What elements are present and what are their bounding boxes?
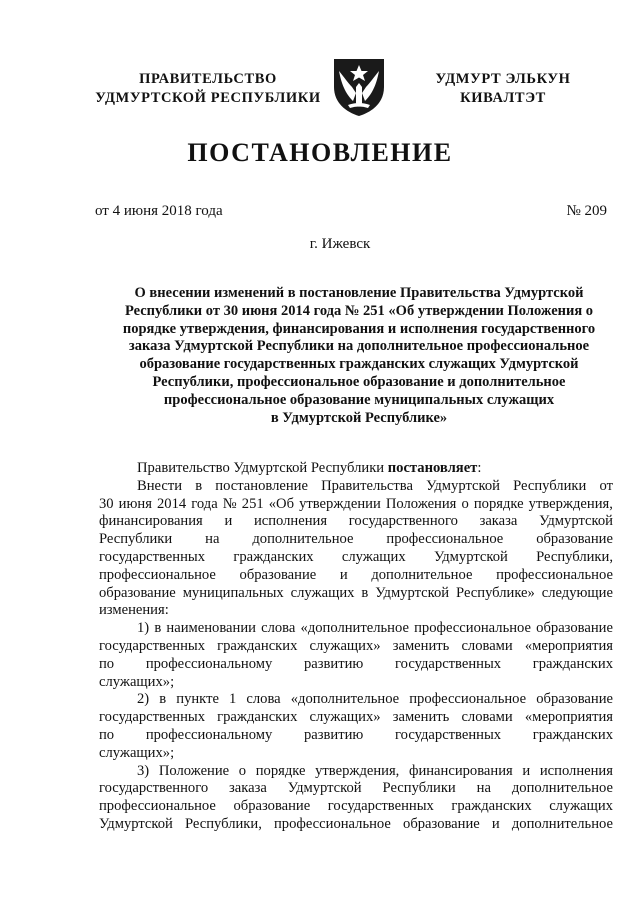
body-word: 2014 — [157, 495, 187, 512]
body-word: государственного — [99, 780, 209, 797]
body-line — [99, 549, 613, 567]
body-word: на — [476, 780, 491, 797]
body-word: Удмуртской — [539, 513, 613, 530]
document-date: от 4 июня 2018 года — [95, 203, 223, 219]
body-word: наименовании — [166, 620, 256, 637]
body-word: гражданских — [532, 726, 613, 743]
body-line — [99, 763, 613, 781]
body-line: служащих»; — [99, 673, 175, 690]
body-word: дополнительное — [511, 780, 613, 797]
body-word: дополнительное — [371, 566, 473, 583]
title-line: Республики, профессиональное образование и дополнительное — [152, 373, 566, 390]
issuer-line-2: УДМУРТСКОЙ РЕСПУБЛИКИ — [95, 90, 321, 106]
body-word: Удмуртской — [433, 548, 508, 565]
body-word: муниципальных — [182, 584, 284, 601]
preamble-tail: : — [477, 460, 482, 476]
document-title — [95, 285, 623, 427]
body-word: «дополнительное — [300, 620, 409, 637]
body-word: профессиональное — [99, 566, 216, 583]
body-word: образование — [233, 798, 311, 815]
body-line — [99, 478, 613, 496]
body-word: порядке — [473, 495, 524, 512]
title-line: Республики от 30 июня 2014 года № 251 «Об утверждении Положения о — [124, 302, 594, 319]
body-line: изменения: — [99, 602, 169, 619]
body-word: слова — [246, 691, 281, 708]
body-line — [99, 567, 613, 585]
document-number: № 209 — [566, 203, 607, 219]
body-word: служащих — [549, 798, 613, 815]
document-type: ПОСТАНОВЛЕНИЕ — [187, 138, 453, 167]
body-line — [99, 780, 613, 798]
body-word: Республики, — [184, 815, 262, 832]
body-word: в — [154, 620, 162, 637]
title-line: порядке утверждения, финансирования и исполнения государственного — [122, 320, 596, 337]
body-line — [99, 638, 613, 656]
body-word: утверждения, — [315, 762, 400, 779]
body-word: словами — [461, 709, 513, 726]
body-word: профессиональному — [145, 726, 273, 743]
body-word: 30 — [99, 495, 114, 512]
body-word: и — [491, 815, 500, 832]
preamble — [99, 460, 613, 478]
body-word: «мероприятия — [524, 637, 613, 654]
body-word: Удмуртской — [287, 780, 362, 797]
body-word: в — [361, 584, 369, 601]
body-word: на — [205, 531, 220, 548]
body-word: Положения — [385, 495, 457, 512]
title-line: образование государственных гражданских служащих Удмуртской — [139, 356, 579, 373]
body-word: профессиональное — [273, 815, 391, 832]
body-word: профессиональному — [145, 655, 273, 672]
body-word: гражданских — [217, 709, 298, 726]
title-line: О внесении изменений в постановление Правительства Удмуртской — [134, 285, 584, 301]
body-word: Удмуртской — [426, 477, 500, 494]
body-word: развитию — [304, 726, 364, 743]
body-word: образование — [536, 691, 613, 708]
body-word: дополнительное — [511, 815, 613, 832]
body-line — [99, 816, 613, 834]
body-word: утверждения, — [528, 495, 613, 512]
body-word: заменить — [392, 637, 450, 654]
body-word: «Об — [268, 495, 294, 512]
body-word: слова — [261, 620, 296, 637]
body-word: образование — [99, 584, 176, 601]
body-word: о — [238, 762, 247, 779]
body-word: 2) — [137, 691, 150, 708]
body-word: и — [339, 566, 348, 583]
body-word: образование — [536, 620, 613, 637]
body-word: служащих» — [309, 637, 381, 654]
body-word: гражданских — [233, 548, 314, 565]
body-word: № — [222, 495, 237, 512]
body-word: Республике» — [456, 584, 535, 601]
body-word: «мероприятия — [524, 709, 613, 726]
body-word: финансирования — [99, 513, 203, 530]
body-word: 251 — [241, 495, 264, 512]
body-word: развитию — [304, 655, 364, 672]
body-line — [99, 513, 613, 531]
body-word: 1 — [229, 691, 237, 708]
body-word: гражданских — [532, 655, 613, 672]
preamble-verb: постановляет — [387, 460, 478, 476]
body-word: Внести — [137, 477, 183, 494]
body-word: гражданских — [217, 637, 298, 654]
body-word: постановление — [215, 477, 308, 494]
body-word: 3) — [137, 762, 150, 779]
body-word: Правительства — [321, 477, 413, 494]
body-word: дополнительное — [252, 531, 354, 548]
body-word: профессиональное — [414, 620, 531, 637]
body-line — [99, 691, 613, 709]
body-word: словами — [461, 637, 513, 654]
title-line: заказа Удмуртской Республики на дополнительное профессиональное — [128, 338, 590, 355]
body-word: Удмуртской — [99, 815, 173, 832]
body-word: следующие — [541, 584, 613, 601]
body-line — [99, 727, 613, 745]
body-word: по — [99, 655, 115, 672]
body-word: государственного — [348, 513, 458, 530]
body-word: Республики — [382, 780, 456, 797]
body-word: Положение — [158, 762, 230, 779]
body-word: пункте — [176, 691, 219, 708]
body-word: от — [599, 477, 613, 494]
body-text — [99, 478, 613, 834]
body-word: служащих» — [309, 709, 381, 726]
body-word: Республики — [99, 531, 173, 548]
title-line: профессиональное образование муниципальных служащих — [163, 391, 555, 408]
body-line: служащих»; — [99, 744, 175, 761]
body-word: о — [461, 495, 469, 512]
body-word: заменить — [392, 709, 450, 726]
body-line — [99, 620, 613, 638]
body-word: Республики, — [536, 548, 613, 565]
preamble-text: Правительство Удмуртской Республики — [137, 460, 388, 476]
body-word: гражданских — [451, 798, 532, 815]
udmurtia-coat-of-arms-icon — [330, 57, 388, 117]
body-line — [99, 496, 613, 514]
body-word: исполнения — [253, 513, 328, 530]
body-word: Республики — [513, 477, 587, 494]
body-word: образование — [403, 815, 480, 832]
body-word: заказа — [479, 513, 518, 530]
body-word: в — [159, 691, 167, 708]
title-line: в Удмуртской Республике» — [270, 409, 448, 426]
body-word: в — [195, 477, 203, 494]
body-word: государственных — [99, 709, 206, 726]
body-word: 1) — [137, 620, 150, 637]
body-word: образование — [239, 566, 317, 583]
body-word: профессиональное — [496, 566, 613, 583]
body-word: служащих — [341, 548, 406, 565]
document-city: г. Ижевск — [309, 236, 371, 252]
issuer-udmurt-line-2: КИВАЛТЭТ — [460, 90, 546, 106]
body-line — [99, 709, 613, 727]
body-word: утверждении — [299, 495, 381, 512]
body-word: образование — [536, 531, 613, 548]
document-body — [99, 460, 613, 834]
body-word: профессиональное — [386, 531, 504, 548]
body-word: порядке — [255, 762, 306, 779]
body-word: государственных — [327, 798, 434, 815]
body-word: государственных — [99, 637, 206, 654]
body-word: июня — [118, 495, 152, 512]
issuer-name-russian — [78, 70, 338, 108]
issuer-name-udmurt — [418, 70, 588, 108]
issuer-line-1: ПРАВИТЕЛЬСТВО — [139, 71, 277, 87]
body-word: года — [191, 495, 218, 512]
body-word: заказа — [229, 780, 267, 797]
body-word: профессиональное — [99, 798, 216, 815]
body-word: по — [99, 726, 115, 743]
body-word: государственных — [99, 548, 206, 565]
body-word: государственных — [395, 726, 502, 743]
body-word: служащих — [290, 584, 355, 601]
body-line — [99, 585, 613, 603]
body-word: Удмуртской — [375, 584, 450, 601]
body-word: государственных — [395, 655, 502, 672]
body-line — [99, 798, 613, 816]
body-word: финансирования — [408, 762, 513, 779]
body-word: исполнения — [539, 762, 613, 779]
body-word: «дополнительное — [290, 691, 400, 708]
body-line — [99, 531, 613, 549]
body-word: и — [522, 762, 531, 779]
issuer-udmurt-line-1: УДМУРТ ЭЛЬКУН — [435, 71, 571, 87]
body-line — [99, 656, 613, 674]
body-word: и — [224, 513, 233, 530]
body-word: профессиональное — [409, 691, 527, 708]
